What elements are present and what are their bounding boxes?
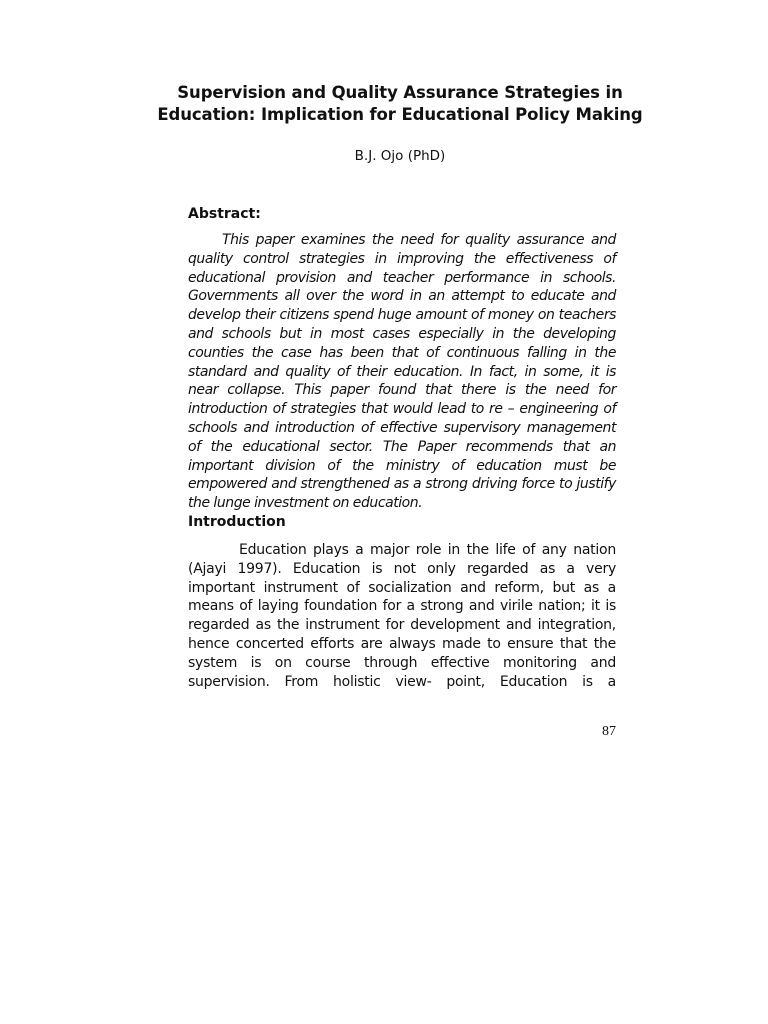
- introduction-heading: Introduction: [188, 514, 286, 530]
- abstract-heading: Abstract:: [188, 206, 261, 222]
- abstract-paragraph: This paper examines the need for quality assurance and quality control strategies in improving the effectiveness of educational provision and teacher performance in schools. Governments all over the word in an attempt to educate and develop their citizens spend huge amount of money on teachers and schools but in most cases especially in the developing counties the case has been that of continuous falling in the standard and quality of their education. In fact, in some, it is near collapse. This paper found that there is the need for introduction of strategies that would lead to re – engineering of schools and introduction of effective supervisory management of the educational sector. The Paper recommends that an important division of the ministry of education must be empowered and strengthened as a strong driving force to justify the lunge investment on education.: [188, 232, 616, 512]
- introduction-paragraph: Education plays a major role in the life of any nation (Ajayi 1997). Education is not only regarded as a very important instrument of socialization and reform, but as a means of laying foundation for a strong and virile nation; it is regarded as the instrument for development and integration, hence concerted efforts are always made to ensure that the system is on course through effective monitoring and supervision. From holistic view- point, Education is a: [188, 542, 616, 690]
- author-name: B.J. Ojo (PhD): [354, 148, 446, 164]
- paper-title: Supervision and Quality Assurance Strategies in Education: Implication for Educational Policy Making: [157, 83, 643, 124]
- page-number: 87: [602, 724, 616, 739]
